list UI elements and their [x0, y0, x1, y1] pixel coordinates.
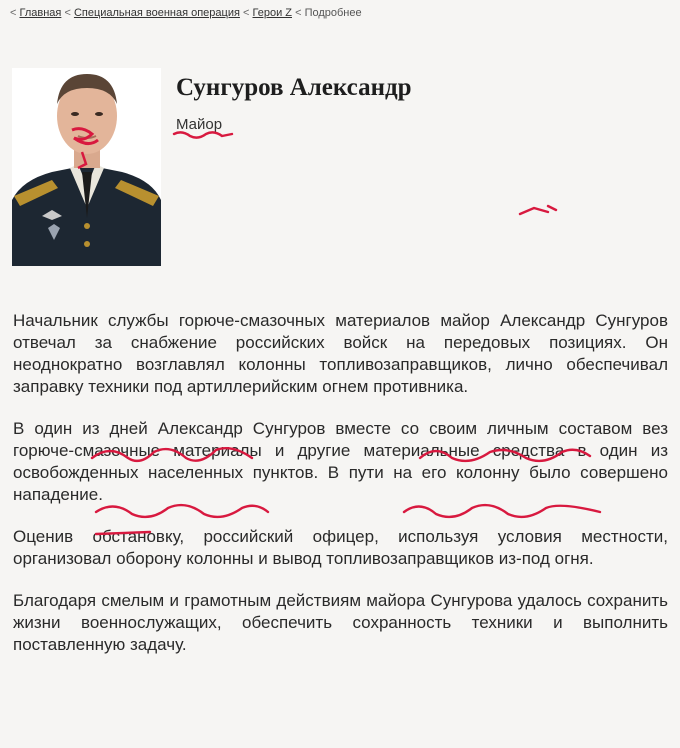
breadcrumb-separator: <	[64, 7, 71, 19]
breadcrumb-link-home[interactable]: Главная	[19, 7, 62, 19]
breadcrumb-separator: <	[10, 7, 17, 19]
breadcrumb-separator: <	[295, 7, 302, 19]
article-paragraph: Благодаря смелым и грамотным действиям майора Сунгурова удалось сохранить жизни военнослужащих, обеспечить сохранность техники и выполнить поставленную задачу.	[13, 591, 668, 654]
hero-rank: Майор	[176, 116, 223, 133]
hero-photo	[12, 68, 161, 266]
article-paragraph: Начальник службы горюче-смазочных материалов майор Александр Сунгуров отвечал за снабжение российских войск на передовых позициях. Он неоднократно возглавлял колонны топливозаправщиков, лично обеспечивал заправку техники под артиллерийским огнем противника.	[13, 311, 668, 396]
breadcrumb-current: Подробнее	[304, 7, 362, 19]
breadcrumb	[10, 7, 362, 19]
article-paragraph: В один из дней Александр Сунгуров вместе со своим личным составом вез горюче-смазочные материалы и другие материальные средства в один из освобожденных населенных пунктов. В пути на его колонну было совершено нападение.	[13, 419, 668, 504]
article-body	[13, 310, 668, 676]
breadcrumb-separator: <	[243, 7, 250, 19]
officer-portrait-icon	[12, 68, 161, 266]
breadcrumb-link-heroes[interactable]: Герои Z	[252, 7, 292, 19]
article-paragraph: Оценив обстановку, российский офицер, используя условия местности, организовал оборону колонны и вывод топливозаправщиков из-под огня.	[13, 527, 668, 568]
hero-name: Сунгуров Александр	[176, 74, 412, 101]
breadcrumb-link-operation[interactable]: Специальная военная операция	[73, 7, 240, 19]
